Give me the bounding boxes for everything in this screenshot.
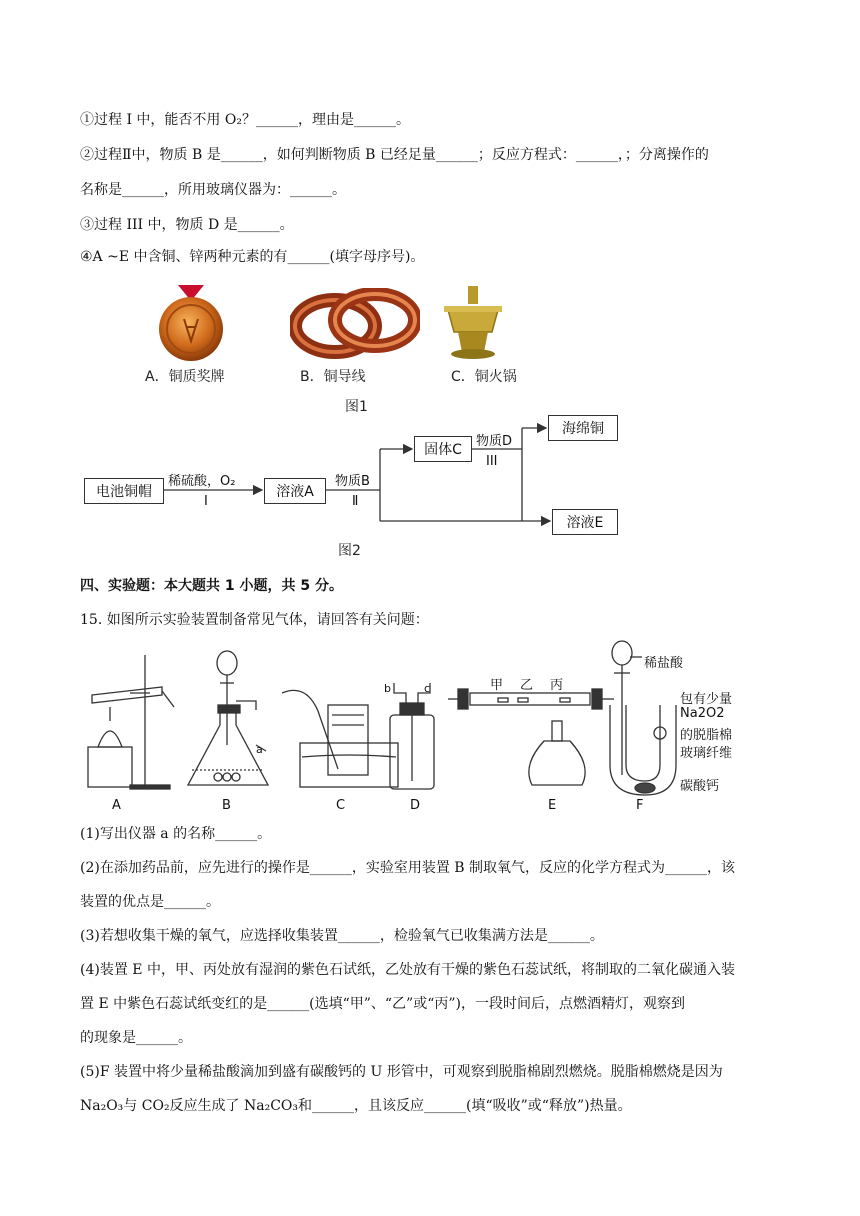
apparatus-f-label-5: 碳酸钙	[680, 779, 720, 794]
flow-start-box: 电池铜帽	[84, 478, 164, 504]
subquestion-4-line2: 置 E 中紫色石蕊试纸变红的是______(选填“甲”、“乙”或“丙”)，一段时间后，点燃酒精灯，观察到	[80, 996, 685, 1012]
flow-step2-number: Ⅱ	[352, 494, 359, 509]
subquestion-3: (3)若想收集干燥的氧气，应选择收集装置______，检验氧气已收集满方法是______。	[80, 928, 604, 944]
apparatus-e-label-yi: 乙	[520, 678, 534, 693]
flow-solution-e-box: 溶液E	[552, 509, 618, 535]
apparatus-d-port-b: b	[384, 682, 391, 695]
subquestion-2-line2: 装置的优点是______。	[80, 894, 220, 910]
subquestion-5-line2: Na₂O₃与 CO₂反应生成了 Na₂CO₃和______，且该反应______(填“吸收”或“释放”)热量。	[80, 1098, 632, 1114]
apparatus-f-label-1: 包有少量	[680, 692, 733, 707]
flow-solution-a-box: 溶液A	[264, 478, 326, 504]
subquestion-5-line1: (5)F 装置中将少量稀盐酸滴加到盛有碳酸钙的 U 形管中，可观察到脱脂棉剧烈燃烧。脱脂棉燃烧是因为	[80, 1064, 723, 1080]
apparatus-e-icon	[448, 689, 614, 785]
apparatus-label-a: A	[112, 798, 121, 813]
apparatus-a-icon	[88, 655, 174, 789]
flow-step1-reagent: 稀硫酸，O₂	[168, 474, 236, 489]
subquestion-1: (1)写出仪器 a 的名称______。	[80, 826, 272, 842]
apparatus-d-icon	[390, 683, 434, 789]
figure1-caption: 图1	[345, 399, 368, 415]
figure2-caption: 图2	[338, 543, 361, 559]
question-2-line2: 名称是______，所用玻璃仪器为：______。	[80, 182, 346, 198]
subquestion-4-line1: (4)装置 E 中，甲、丙处放有湿润的紫色石试纸，乙处放有干燥的紫色石蕊试纸，将制取的二氧化碳通入装	[80, 962, 735, 978]
flow-product-box: 海绵铜	[548, 415, 618, 441]
subquestion-2-line1: (2)在添加药品前，应先进行的操作是______，实验室用装置 B 制取氧气，反应的化学方程式为______，该	[80, 860, 736, 876]
figure1-label-c: C．铜火锅	[451, 369, 517, 385]
apparatus-c-icon	[282, 690, 398, 787]
apparatus-label-e: E	[548, 798, 557, 813]
flow-step1-number: I	[204, 494, 208, 509]
apparatus-f-label-4: 玻璃纤维	[680, 746, 733, 761]
question-1: ①过程 I 中，能否不用 O₂？______，理由是______。	[80, 112, 410, 128]
section-heading: 四、实验题：本大题共 1 小题，共 5 分。	[80, 578, 343, 594]
question-15: 15. 如图所示实验装置制备常见气体，请回答有关问题：	[80, 612, 429, 628]
apparatus-label-f: F	[636, 798, 644, 813]
apparatus-b-icon	[188, 651, 268, 785]
flow-step3-number: III	[486, 454, 498, 469]
question-2-line1: ②过程Ⅱ中，物质 B 是______，如何判断物质 B 已经足量______；反应方程式：______，；分离操作的	[80, 147, 709, 163]
copper-wire-coil-icon	[290, 288, 420, 360]
copper-medal-icon	[148, 283, 234, 363]
figure1-label-a: A．铜质奖牌	[145, 369, 225, 385]
flow-solid-c-box: 固体C	[414, 436, 472, 462]
apparatus-f-label-3: 的脱脂棉	[680, 728, 733, 743]
apparatus-f-label-2: Na2O2	[680, 706, 725, 721]
apparatus-d-port-c: c	[424, 682, 431, 695]
apparatus-b-part-a: a	[256, 743, 263, 756]
flow-step3-reagent: 物质D	[476, 434, 513, 449]
apparatus-e-label-bing: 丙	[550, 678, 564, 693]
copper-hotpot-icon	[440, 282, 506, 360]
apparatus-label-d: D	[410, 798, 421, 813]
apparatus-label-b: B	[222, 798, 231, 813]
flow-step2-reagent: 物质B	[335, 474, 370, 489]
question-4: ④A ~E 中含铜、锌两种元素的有______(填字母序号)。	[80, 249, 425, 265]
question-3: ③过程 III 中，物质 D 是______。	[80, 217, 294, 233]
apparatus-label-c: C	[336, 798, 346, 813]
flowchart-arrows	[0, 400, 860, 550]
figure1-label-b: B．铜导线	[300, 369, 366, 385]
apparatus-e-label-jia: 甲	[490, 678, 504, 693]
subquestion-4-line3: 的现象是______。	[80, 1030, 192, 1046]
apparatus-f-label-hcl: 稀盐酸	[644, 656, 684, 671]
